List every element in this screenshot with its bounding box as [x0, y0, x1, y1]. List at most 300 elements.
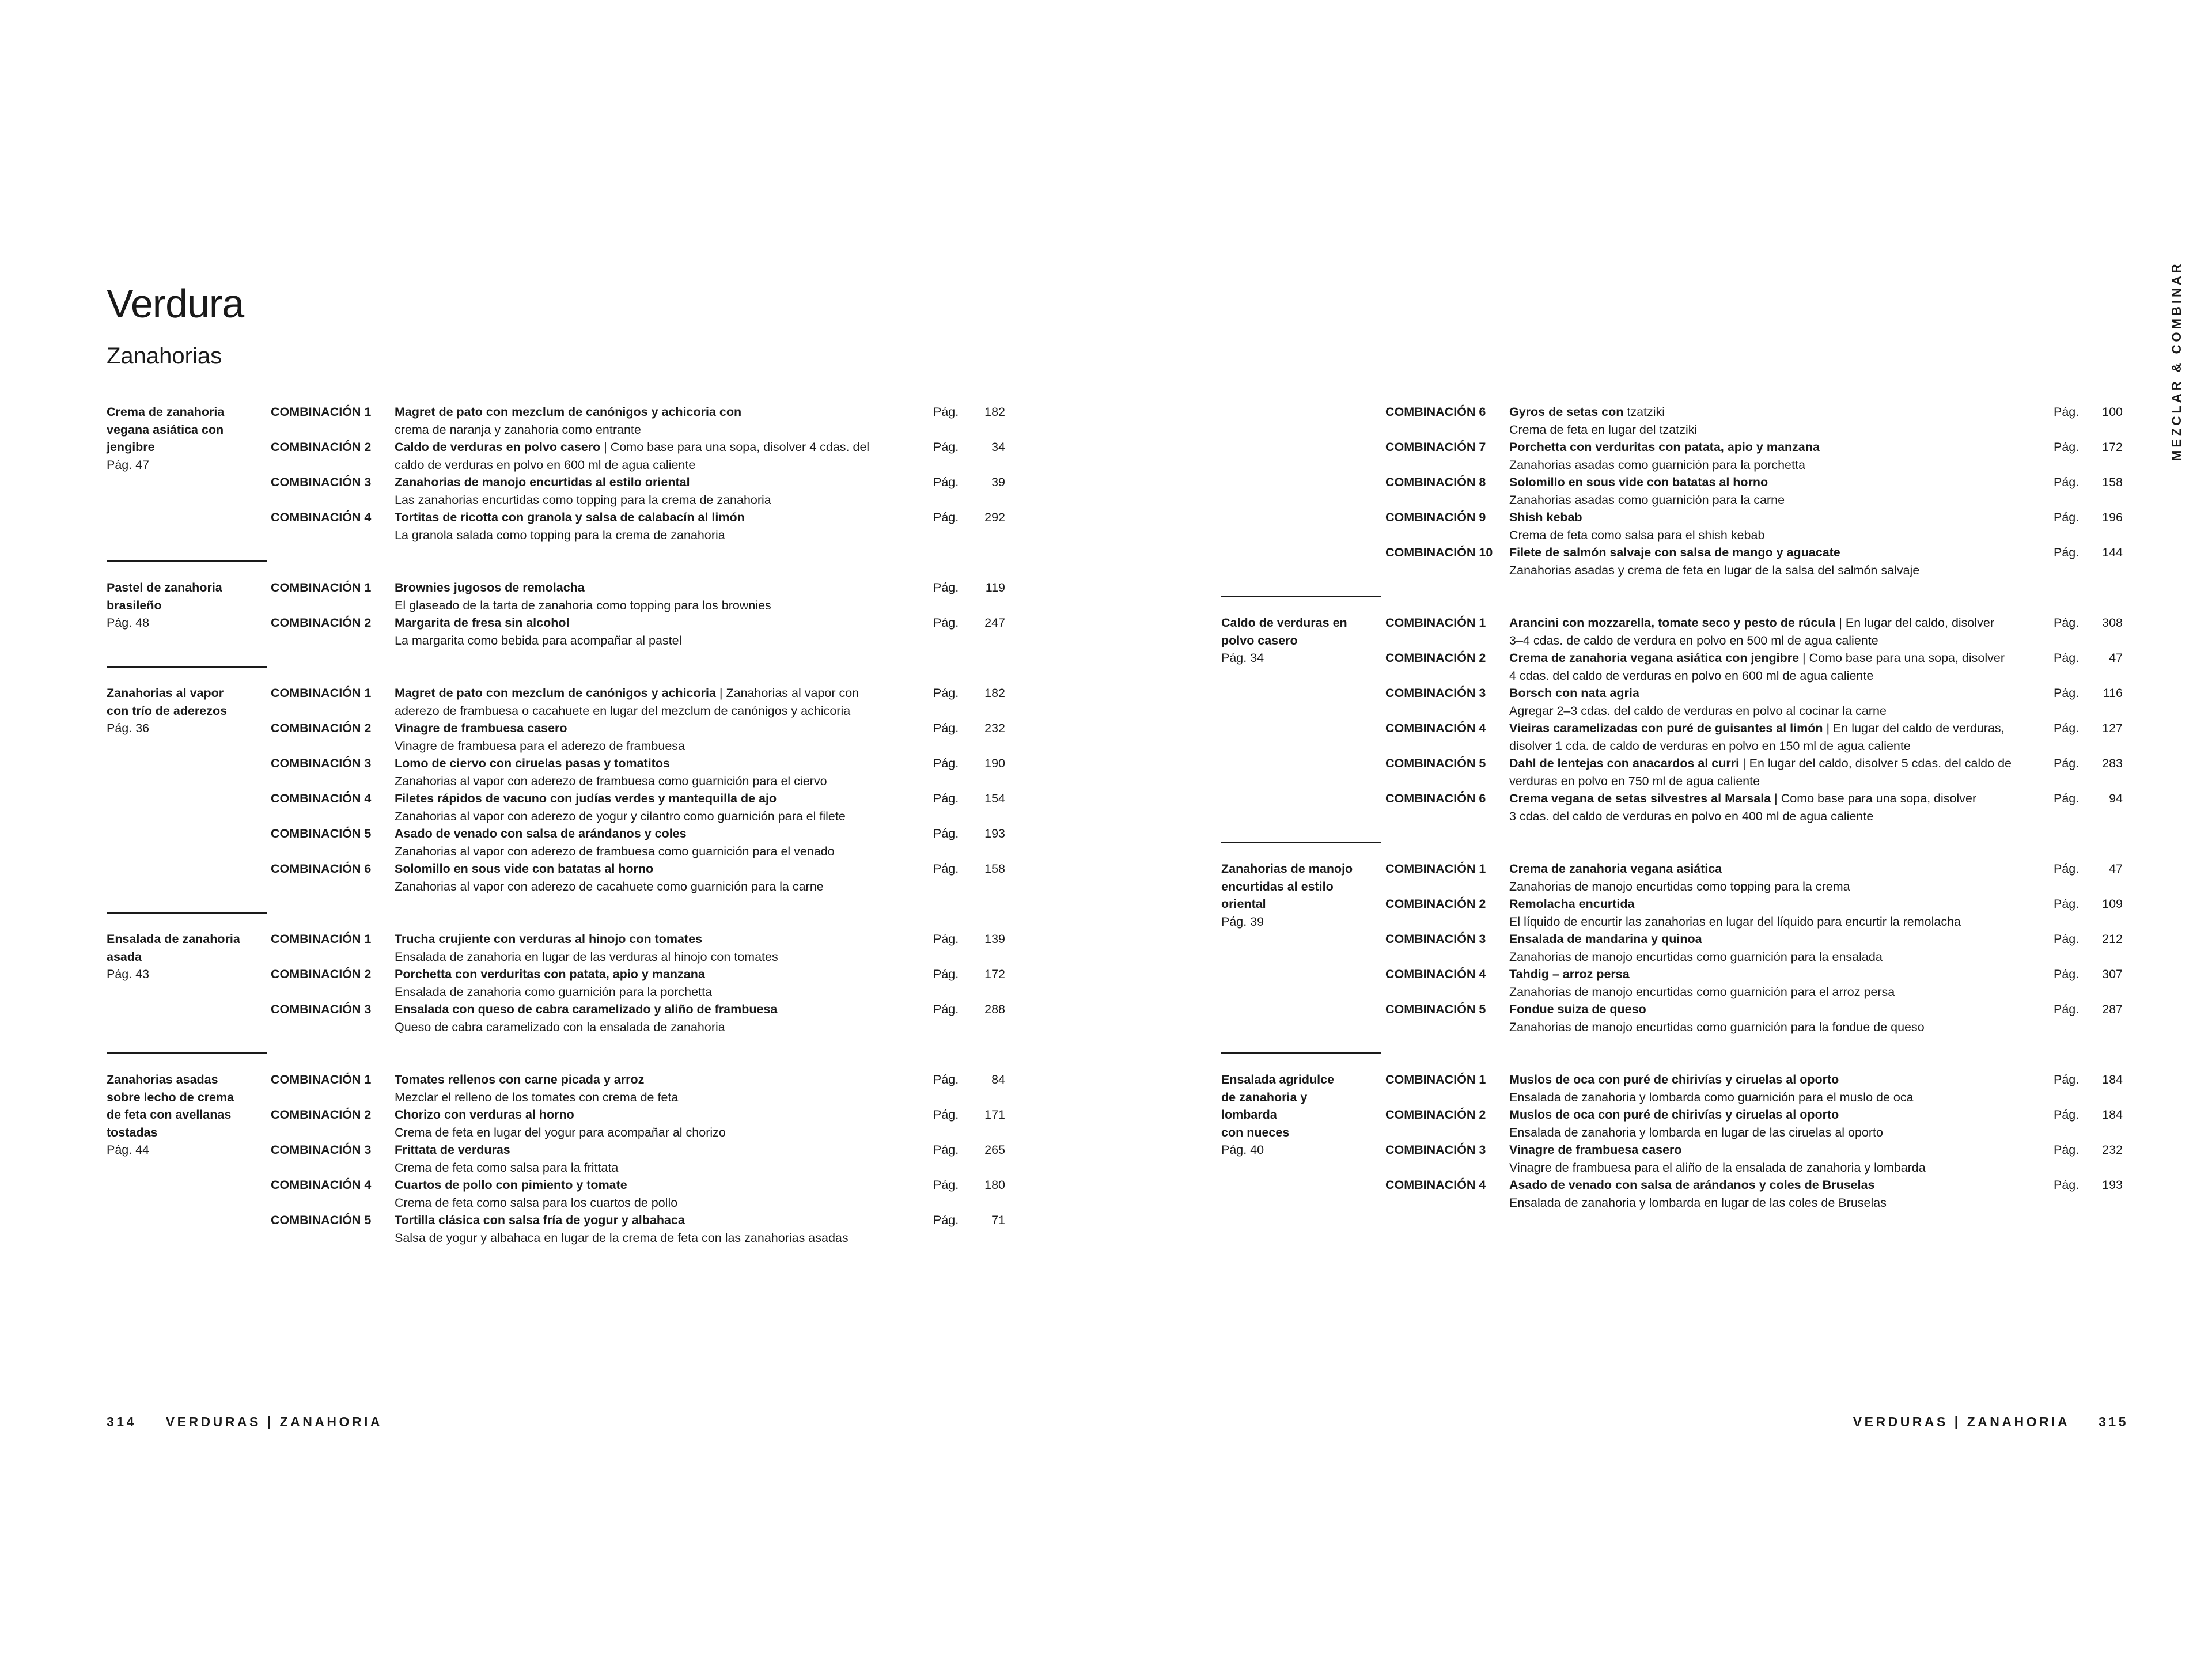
- page-label: Pág.: [933, 756, 959, 770]
- recipe-title: Vinagre de frambuesa casero: [395, 721, 567, 735]
- page-label: Pág.: [933, 616, 959, 630]
- page-number: 144: [2102, 546, 2123, 559]
- combination-text: [395, 403, 896, 438]
- page-number: 283: [2102, 756, 2123, 770]
- combination-label: COMBINACIÓN 3: [271, 475, 372, 489]
- combination-row: [1221, 860, 2123, 895]
- combination-text: [1509, 1176, 2031, 1211]
- combination-group: [1221, 860, 2123, 1036]
- combination-label: COMBINACIÓN 1: [1385, 1073, 1486, 1086]
- recipe-title: Asado de venado con salsa de arándanos y coles: [395, 827, 687, 840]
- recipe-title: Fondue suiza de queso: [1509, 1002, 1646, 1016]
- ingredient-name-line: Pastel de zanahoria: [107, 581, 222, 594]
- combination-label: COMBINACIÓN 5: [1385, 756, 1486, 770]
- page-label: Pág.: [2054, 1143, 2080, 1157]
- recipe-description: Zanahorias asadas como guarnición para la porchetta: [1509, 457, 1805, 472]
- group-divider: [107, 666, 267, 668]
- page-number: 182: [984, 686, 1005, 700]
- side-tab-label: MEZCLAR & COMBINAR: [2169, 261, 2184, 461]
- combination-text: [1509, 438, 2031, 474]
- page-number: 172: [984, 967, 1005, 981]
- page-label: Pág.: [933, 1178, 959, 1192]
- recipe-title: Filete de salmón salvaje con salsa de mango y aguacate: [1509, 546, 1840, 559]
- recipe-title: Vieiras caramelizadas con puré de guisantes al limón: [1509, 721, 1823, 735]
- right-column: [1221, 403, 2123, 1211]
- recipe-title: Shish kebab: [1509, 510, 1582, 524]
- combination-row: [1221, 509, 2123, 544]
- page-number: 308: [2102, 616, 2123, 630]
- ingredient-name-line: sobre lecho de crema: [107, 1090, 234, 1104]
- page-label: Pág.: [933, 827, 959, 840]
- combination-label: COMBINACIÓN 3: [1385, 932, 1486, 946]
- recipe-description: 3 cdas. del caldo de verduras en polvo en 400 ml de agua caliente: [1509, 809, 1874, 823]
- combination-row: [1221, 755, 2123, 790]
- recipe-description: Ensalada de zanahoria y lombarda en lugar de las ciruelas al oporto: [1509, 1125, 1883, 1139]
- recipe-description: Zanahorias asadas y crema de feta en lugar de la salsa del salmón salvaje: [1509, 563, 1920, 577]
- ingredient-page-ref: Pág. 40: [1221, 1143, 1264, 1157]
- recipe-description: Zanahorias de manojo encurtidas como guarnición para la ensalada: [1509, 949, 1883, 964]
- combination-row: [107, 790, 1005, 825]
- recipe-title: Tortitas de ricotta con granola y salsa de calabacín al limón: [395, 510, 745, 524]
- recipe-title: Brownies jugosos de remolacha: [395, 581, 585, 594]
- combination-label: COMBINACIÓN 6: [1385, 791, 1486, 805]
- page-label: Pág.: [933, 581, 959, 594]
- combination-text: [1509, 1001, 2031, 1036]
- recipe-description: El líquido de encurtir las zanahorias en lugar del líquido para encurtir la remolacha: [1509, 914, 1961, 929]
- combination-text: [1509, 684, 2031, 719]
- combination-label: COMBINACIÓN 1: [271, 686, 372, 700]
- recipe-description: Crema de feta como salsa para el shish kebab: [1509, 528, 1765, 542]
- page-number: 100: [2102, 405, 2123, 419]
- footer-running-head-right: VERDURAS | ZANAHORIA: [1853, 1414, 2070, 1429]
- page-number: 190: [984, 756, 1005, 770]
- recipe-title: Lomo de ciervo con ciruelas pasas y tomatitos: [395, 756, 670, 770]
- combination-label: COMBINACIÓN 1: [1385, 862, 1486, 876]
- combination-text: [1509, 930, 2031, 965]
- recipe-description: El glaseado de la tarta de zanahoria como topping para los brownies: [395, 598, 771, 612]
- combination-text: [395, 790, 896, 825]
- page-label: Pág.: [2054, 686, 2080, 700]
- combination-row: [1221, 1001, 2123, 1036]
- recipe-title: Crema vegana de setas silvestres al Marsala: [1509, 791, 1771, 805]
- section-subtitle: Zanahorias: [107, 343, 222, 369]
- page-title: Verdura: [107, 281, 244, 326]
- combination-row: [1221, 1141, 2123, 1176]
- ingredient-name-line: Crema de zanahoria: [107, 405, 225, 419]
- recipe-note: | Como base para una sopa, disolver: [1771, 791, 1977, 805]
- recipe-description: Crema de feta como salsa para los cuartos de pollo: [395, 1195, 678, 1210]
- page-number: 94: [2109, 791, 2123, 805]
- page-number: 288: [984, 1002, 1005, 1016]
- page-label: Pág.: [2054, 862, 2080, 876]
- page-number: 287: [2102, 1002, 2123, 1016]
- ingredient-name-line: Zanahorias asadas: [107, 1073, 218, 1086]
- page-number: 158: [2102, 475, 2123, 489]
- combination-label: COMBINACIÓN 1: [271, 581, 372, 594]
- page-number: 171: [984, 1108, 1005, 1122]
- combination-text: [395, 1071, 896, 1106]
- recipe-title: Tahdig – arroz persa: [1509, 967, 1630, 981]
- ingredient-name-line: oriental: [1221, 897, 1266, 911]
- page-label: Pág.: [2054, 756, 2080, 770]
- combination-label: COMBINACIÓN 2: [271, 440, 372, 454]
- page-label: Pág.: [2054, 932, 2080, 946]
- footer-running-head-left: VERDURAS | ZANAHORIA: [165, 1414, 383, 1429]
- page-number: 119: [985, 581, 1005, 594]
- combination-text: [1509, 860, 2031, 895]
- combination-text: [395, 1141, 896, 1176]
- page-label: Pág.: [933, 1002, 959, 1016]
- ingredient-name-line: brasileño: [107, 598, 162, 612]
- recipe-description: Zanahorias de manojo encurtidas como topping para la crema: [1509, 879, 1850, 893]
- page-number: 154: [984, 791, 1005, 805]
- combination-label: COMBINACIÓN 2: [271, 967, 372, 981]
- recipe-title: Solomillo en sous vide con batatas al horno: [395, 862, 654, 876]
- recipe-note: | Como base para una sopa, disolver: [1799, 651, 2005, 665]
- combination-row: [107, 1106, 1005, 1141]
- recipe-description: Zanahorias al vapor con aderezo de frambuesa como guarnición para el venado: [395, 844, 835, 858]
- recipe-description: Ensalada de zanahoria y lombarda como guarnición para el muslo de oca: [1509, 1090, 1914, 1104]
- combination-text: [395, 825, 896, 860]
- recipe-title: Caldo de verduras en polvo casero: [395, 440, 601, 454]
- page-number: 292: [984, 510, 1005, 524]
- page-label: Pág.: [933, 1108, 959, 1122]
- combination-text: [1509, 403, 2031, 438]
- page-label: Pág.: [2054, 405, 2080, 419]
- combination-row: [107, 1071, 1005, 1106]
- combination-text: [395, 684, 896, 719]
- page-label: Pág.: [933, 862, 959, 876]
- page-number: 184: [2102, 1073, 2123, 1086]
- page-number: 180: [984, 1178, 1005, 1192]
- page-number: 47: [2109, 862, 2123, 876]
- recipe-note: tzatziki: [1623, 405, 1665, 419]
- combination-row: [1221, 965, 2123, 1001]
- combination-row: [107, 930, 1005, 965]
- combination-row: [107, 1001, 1005, 1036]
- combination-row: [1221, 544, 2123, 579]
- combination-text: [395, 509, 896, 544]
- combination-row: [107, 579, 1005, 614]
- page-number: 193: [2102, 1178, 2123, 1192]
- combination-group: [107, 930, 1005, 1036]
- combination-text: [395, 860, 896, 895]
- combination-label: COMBINACIÓN 3: [271, 1143, 372, 1157]
- page-number: 71: [991, 1213, 1005, 1227]
- recipe-description: Crema de feta como salsa para la frittata: [395, 1160, 619, 1175]
- ingredient-page-ref: Pág. 43: [107, 967, 150, 981]
- combination-label: COMBINACIÓN 5: [271, 827, 372, 840]
- combination-row: [107, 1176, 1005, 1211]
- page-number: 39: [991, 475, 1005, 489]
- page-number: 193: [984, 827, 1005, 840]
- recipe-title: Crema de zanahoria vegana asiática con jengibre: [1509, 651, 1800, 665]
- page-label: Pág.: [2054, 440, 2080, 454]
- page-label: Pág.: [2054, 475, 2080, 489]
- combination-group: [107, 403, 1005, 544]
- combination-text: [1509, 1106, 2031, 1141]
- recipe-description: Las zanahorias encurtidas como topping para la crema de zanahoria: [395, 493, 771, 507]
- group-divider: [1221, 596, 1381, 597]
- combination-label: COMBINACIÓN 1: [271, 932, 372, 946]
- footer-left: [107, 1414, 382, 1430]
- combination-text: [1509, 790, 2031, 825]
- combination-label: COMBINACIÓN 2: [1385, 1108, 1486, 1122]
- ingredient-page-ref: Pág. 39: [1221, 914, 1264, 929]
- page-label: Pág.: [2054, 1073, 2080, 1086]
- combination-text: [395, 755, 896, 790]
- combination-text: [395, 719, 896, 755]
- ingredient-name-line: de zanahoria y: [1221, 1090, 1308, 1104]
- recipe-title: Trucha crujiente con verduras al hinojo con tomates: [395, 932, 703, 946]
- ingredient-name-line: encurtidas al estilo: [1221, 879, 1334, 893]
- combination-group: [107, 579, 1005, 649]
- page-number: 184: [2102, 1108, 2123, 1122]
- recipe-title: Chorizo con verduras al horno: [395, 1108, 574, 1122]
- combination-label: COMBINACIÓN 4: [271, 791, 372, 805]
- combination-row: [1221, 930, 2123, 965]
- recipe-title: Asado de venado con salsa de arándanos y coles de Bruselas: [1509, 1178, 1875, 1192]
- group-divider: [107, 560, 267, 562]
- combination-row: [107, 509, 1005, 544]
- combination-row: [1221, 649, 2123, 684]
- combination-text: [395, 438, 896, 474]
- ingredient-name-line: de feta con avellanas: [107, 1108, 232, 1122]
- combination-group: [107, 684, 1005, 895]
- combination-text: [395, 1211, 896, 1247]
- combination-label: COMBINACIÓN 5: [1385, 1002, 1486, 1016]
- recipe-description: Salsa de yogur y albahaca en lugar de la crema de feta con las zanahorias asadas: [395, 1230, 849, 1245]
- recipe-title: Porchetta con verduritas con patata, apio y manzana: [1509, 440, 1820, 454]
- ingredient-name-line: Zanahorias al vapor: [107, 686, 224, 700]
- recipe-description: Mezclar el relleno de los tomates con crema de feta: [395, 1090, 679, 1104]
- ingredient-name-line: Zanahorias de manojo: [1221, 862, 1353, 876]
- combination-label: COMBINACIÓN 3: [1385, 1143, 1486, 1157]
- combination-row: [1221, 895, 2123, 930]
- page-label: Pág.: [933, 405, 959, 419]
- page-number: 265: [984, 1143, 1005, 1157]
- ingredient-name-line: polvo casero: [1221, 633, 1298, 647]
- page-label: Pág.: [2054, 546, 2080, 559]
- recipe-note: | Como base para una sopa, disolver 4 cdas. del: [600, 440, 870, 454]
- recipe-title: Arancini con mozzarella, tomate seco y pesto de rúcula: [1509, 616, 1836, 630]
- page-label: Pág.: [2054, 1108, 2080, 1122]
- combination-text: [395, 965, 896, 1001]
- combination-label: COMBINACIÓN 2: [1385, 651, 1486, 665]
- combination-text: [1509, 649, 2031, 684]
- recipe-note: | En lugar del caldo, disolver 5 cdas. del caldo de: [1739, 756, 2012, 770]
- combination-row: [107, 684, 1005, 719]
- combination-text: [1509, 474, 2031, 509]
- page-label: Pág.: [2054, 791, 2080, 805]
- combination-row: [107, 755, 1005, 790]
- recipe-title: Crema de zanahoria vegana asiática: [1509, 862, 1722, 876]
- page-label: Pág.: [2054, 651, 2080, 665]
- recipe-description: La granola salada como topping para la crema de zanahoria: [395, 528, 725, 542]
- page-label: Pág.: [933, 1213, 959, 1227]
- combination-label: COMBINACIÓN 5: [271, 1213, 372, 1227]
- recipe-title: Cuartos de pollo con pimiento y tomate: [395, 1178, 627, 1192]
- recipe-description: Vinagre de frambuesa para el aderezo de frambuesa: [395, 738, 685, 753]
- combination-label: COMBINACIÓN 3: [1385, 686, 1486, 700]
- page-label: Pág.: [933, 475, 959, 489]
- combination-label: COMBINACIÓN 1: [1385, 616, 1486, 630]
- page-number: 232: [2102, 1143, 2123, 1157]
- combination-label: COMBINACIÓN 3: [271, 756, 372, 770]
- combination-label: COMBINACIÓN 9: [1385, 510, 1486, 524]
- combination-row: [107, 965, 1005, 1001]
- combination-label: COMBINACIÓN 4: [1385, 1178, 1486, 1192]
- recipe-description: Vinagre de frambuesa para el aliño de la ensalada de zanahoria y lombarda: [1509, 1160, 1926, 1175]
- footer-right: [1853, 1414, 2128, 1430]
- ingredient-name-line: vegana asiática con: [107, 422, 224, 437]
- recipe-title: Tomates rellenos con carne picada y arroz: [395, 1073, 645, 1086]
- recipe-description: crema de naranja y zanahoria como entrante: [395, 422, 641, 437]
- recipe-description: Agregar 2–3 cdas. del caldo de verduras en polvo al cocinar la carne: [1509, 703, 1887, 718]
- page-number: 47: [2109, 651, 2123, 665]
- page-number: 307: [2102, 967, 2123, 981]
- combination-row: [107, 1141, 1005, 1176]
- combination-label: COMBINACIÓN 8: [1385, 475, 1486, 489]
- ingredient-name-line: con trío de aderezos: [107, 703, 228, 718]
- combination-row: [1221, 1176, 2123, 1211]
- ingredient-name-line: Caldo de verduras en: [1221, 616, 1347, 630]
- combination-row: [1221, 474, 2123, 509]
- recipe-description: Queso de cabra caramelizado con la ensalada de zanahoria: [395, 1020, 725, 1034]
- page-label: Pág.: [2054, 1178, 2080, 1192]
- combination-row: [107, 719, 1005, 755]
- combination-label: COMBINACIÓN 4: [1385, 967, 1486, 981]
- combination-text: [1509, 965, 2031, 1001]
- ingredient-page-ref: Pág. 48: [107, 616, 150, 630]
- ingredient-page-ref: Pág. 44: [107, 1143, 150, 1157]
- combination-text: [395, 1106, 896, 1141]
- recipe-description: 4 cdas. del caldo de verduras en polvo en 600 ml de agua caliente: [1509, 668, 1874, 683]
- combination-text: [395, 930, 896, 965]
- page-number-right: 315: [2099, 1414, 2128, 1429]
- combination-text: [1509, 1141, 2031, 1176]
- combination-text: [395, 1176, 896, 1211]
- page-number: 116: [2103, 686, 2123, 700]
- combination-label: COMBINACIÓN 1: [271, 405, 372, 419]
- combination-label: COMBINACIÓN 2: [1385, 897, 1486, 911]
- combination-label: COMBINACIÓN 3: [271, 1002, 372, 1016]
- combination-text: [1509, 614, 2031, 649]
- recipe-description: Ensalada de zanahoria como guarnición para la porchetta: [395, 984, 713, 999]
- page-number: 172: [2102, 440, 2123, 454]
- recipe-title: Ensalada con queso de cabra caramelizado y aliño de frambuesa: [395, 1002, 778, 1016]
- recipe-description: aderezo de frambuesa o cacahuete en lugar del mezclum de canónigos y achicoria: [395, 703, 851, 718]
- ingredient-name-line: lombarda: [1221, 1108, 1277, 1122]
- combination-row: [107, 403, 1005, 438]
- combination-label: COMBINACIÓN 2: [271, 721, 372, 735]
- combination-label: COMBINACIÓN 6: [271, 862, 372, 876]
- recipe-title: Magret de pato con mezclum de canónigos y achicoria con: [395, 405, 742, 419]
- combination-text: [1509, 544, 2031, 579]
- recipe-description: Zanahorias de manojo encurtidas como guarnición para el arroz persa: [1509, 984, 1895, 999]
- page-label: Pág.: [2054, 897, 2080, 911]
- combination-label: COMBINACIÓN 2: [271, 616, 372, 630]
- combination-label: COMBINACIÓN 2: [271, 1108, 372, 1122]
- combination-text: [1509, 1071, 2031, 1106]
- recipe-title: Borsch con nata agria: [1509, 686, 1639, 700]
- recipe-title: Porchetta con verduritas con patata, apio y manzana: [395, 967, 705, 981]
- recipe-title: Solomillo en sous vide con batatas al horno: [1509, 475, 1768, 489]
- recipe-title: Remolacha encurtida: [1509, 897, 1635, 911]
- ingredient-name-line: asada: [107, 949, 142, 964]
- combination-row: [1221, 438, 2123, 474]
- combination-text: [1509, 755, 2031, 790]
- page-label: Pág.: [2054, 616, 2080, 630]
- combination-label: COMBINACIÓN 7: [1385, 440, 1486, 454]
- combination-label: COMBINACIÓN 6: [1385, 405, 1486, 419]
- recipe-description: caldo de verduras en polvo en 600 ml de agua caliente: [395, 457, 696, 472]
- page-label: Pág.: [933, 510, 959, 524]
- ingredient-page-ref: Pág. 34: [1221, 651, 1264, 665]
- combination-text: [395, 614, 896, 649]
- combination-label: COMBINACIÓN 4: [1385, 721, 1486, 735]
- combination-label: COMBINACIÓN 4: [271, 510, 372, 524]
- recipe-description: 3–4 cdas. de caldo de verdura en polvo en 500 ml de agua caliente: [1509, 633, 1878, 647]
- page-number: 84: [991, 1073, 1005, 1086]
- page-label: Pág.: [933, 1143, 959, 1157]
- page-number-left: 314: [107, 1414, 137, 1429]
- page-label: Pág.: [933, 1073, 959, 1086]
- recipe-description: Ensalada de zanahoria y lombarda en lugar de las coles de Bruselas: [1509, 1195, 1887, 1210]
- recipe-description: Crema de feta en lugar del tzatziki: [1509, 422, 1698, 437]
- page-label: Pág.: [933, 686, 959, 700]
- combination-row: [1221, 1071, 2123, 1106]
- recipe-description: Zanahorias al vapor con aderezo de cacahuete como guarnición para la carne: [395, 879, 824, 893]
- page-label: Pág.: [933, 440, 959, 454]
- page-number: 212: [2102, 932, 2123, 946]
- recipe-title: Magret de pato con mezclum de canónigos y achicoria: [395, 686, 716, 700]
- recipe-note: | En lugar del caldo de verduras,: [1823, 721, 2005, 735]
- group-divider: [1221, 1052, 1381, 1054]
- recipe-title: Tortilla clásica con salsa fría de yogur y albahaca: [395, 1213, 685, 1227]
- page-label: Pág.: [933, 967, 959, 981]
- combination-row: [1221, 719, 2123, 755]
- page-number: 232: [984, 721, 1005, 735]
- combination-label: COMBINACIÓN 10: [1385, 546, 1493, 559]
- combination-row: [1221, 614, 2123, 649]
- page-label: Pág.: [933, 791, 959, 805]
- page-label: Pág.: [2054, 967, 2080, 981]
- recipe-title: Vinagre de frambuesa casero: [1509, 1143, 1682, 1157]
- page-number: 109: [2102, 897, 2123, 911]
- page-label: Pág.: [933, 721, 959, 735]
- combination-text: [395, 1001, 896, 1036]
- group-divider: [107, 1052, 267, 1054]
- recipe-description: verduras en polvo en 750 ml de agua caliente: [1509, 774, 1760, 788]
- ingredient-name-line: con nueces: [1221, 1125, 1290, 1139]
- recipe-title: Gyros de setas con: [1509, 405, 1624, 419]
- combination-row: [107, 860, 1005, 895]
- recipe-title: Filetes rápidos de vacuno con judías verdes y mantequilla de ajo: [395, 791, 777, 805]
- combination-group: [1221, 403, 2123, 579]
- combination-row: [107, 474, 1005, 509]
- recipe-note: | En lugar del caldo, disolver: [1835, 616, 1995, 630]
- group-divider: [1221, 842, 1381, 843]
- recipe-description: Zanahorias asadas como guarnición para la carne: [1509, 493, 1785, 507]
- page-number: 247: [984, 616, 1005, 630]
- recipe-description: Crema de feta en lugar del yogur para acompañar al chorizo: [395, 1125, 726, 1139]
- ingredient-name-line: jengibre: [107, 440, 155, 454]
- recipe-title: Dahl de lentejas con anacardos al curri: [1509, 756, 1740, 770]
- recipe-description: disolver 1 cda. de caldo de verduras en polvo en 150 ml de agua caliente: [1509, 738, 1911, 753]
- page-number: 196: [2102, 510, 2123, 524]
- ingredient-name-line: Ensalada agridulce: [1221, 1073, 1334, 1086]
